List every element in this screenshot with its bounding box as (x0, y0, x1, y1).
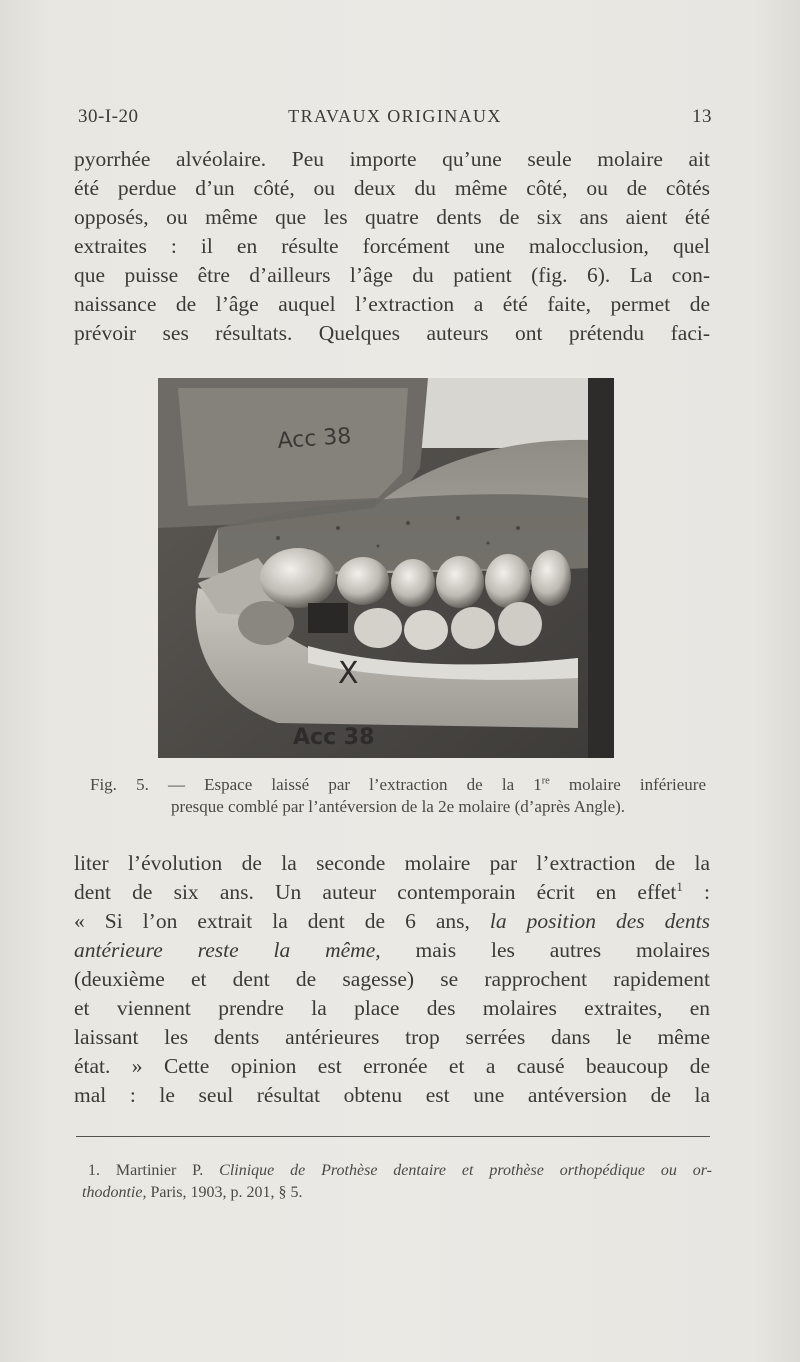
italic-quote: antérieure reste la même, (74, 938, 381, 962)
footnote-text: 1. Martinier P. (88, 1162, 220, 1179)
footnote-text: Paris, 1903, p. 201, § 5. (146, 1184, 303, 1201)
footnote (82, 1160, 712, 1204)
text-line: été perdue d’un côté, ou deux du même côté, ou de côtés (74, 176, 710, 200)
dental-cast-image (158, 378, 614, 758)
caption-line-1 (90, 774, 706, 796)
text-line: état. » Cette opinion est erronée et a causé beaucoup de (74, 1054, 710, 1078)
paragraph-bottom (74, 849, 710, 1110)
lower-cast-label: Acc 38 (293, 725, 375, 750)
upper-cast-label: Acc 38 (276, 423, 353, 454)
text-line: laissant les dents antérieures trop serrées dans le même (74, 1025, 710, 1049)
caption-text: Fig. 5. — Espace laissé par l’extraction de la 1 (90, 775, 542, 794)
text-line: que puisse être d’ailleurs l’âge du patient (fig. 6). La con- (74, 263, 710, 287)
caption-superscript: re (541, 775, 550, 787)
text-line: opposés, ou même que les quatre dents de six ans aient été (74, 205, 710, 229)
cast-label-upper (277, 424, 352, 454)
text-line (74, 907, 710, 936)
text-line: prévoir ses résultats. Quelques auteurs ont prétendu faci- (74, 321, 710, 345)
text-span: mais les autres molaires (380, 938, 710, 962)
text-span: « Si l’on extrait la dent de 6 ans, (74, 909, 490, 933)
footnote-line-1 (82, 1160, 712, 1182)
italic-quote: la position des dents (489, 909, 710, 933)
footnote-line-2 (82, 1182, 712, 1204)
text-line (74, 878, 710, 907)
text-line: mal : le seul résultat obtenu est une antéversion de la (74, 1083, 710, 1107)
dental-cast-photograph (158, 378, 614, 758)
text-line (74, 936, 710, 965)
page-number: 13 (692, 106, 712, 127)
footnote-title: Clinique de Prothèse dentaire et prothèse orthopédique ou or- (219, 1162, 712, 1179)
text-line: et viennent prendre la place des molaires extraites, en (74, 996, 710, 1020)
text-line: (deuxième et dent de sagesse) se rapprochent rapidement (74, 967, 710, 991)
paragraph-top (74, 145, 710, 348)
text-span: dent de six ans. Un auteur contemporain écrit en effet (74, 880, 677, 904)
footnote-title: thodontie, (82, 1184, 147, 1201)
text-line: extraites : il en résulte forcément une malocclusion, quel (74, 234, 710, 258)
header-section-title: TRAVAUX ORIGINAUX (288, 106, 502, 126)
caption-text: molaire inférieure (549, 775, 706, 794)
figure-caption (90, 774, 706, 818)
text-span: : (682, 880, 710, 904)
caption-line-2: presque comblé par l’antéversion de la 2e molaire (d’après Angle). (170, 797, 626, 816)
text-line: pyorrhée alvéolaire. Peu importe qu’une seule molaire ait (74, 147, 710, 171)
running-header (78, 106, 712, 136)
footnote-divider (76, 1136, 710, 1137)
text-line: naissance de l’âge auquel l’extraction a été faite, permet de (74, 292, 710, 316)
footnote-reference[interactable]: 1 (676, 879, 683, 894)
text-line: liter l’évolution de la seconde molaire par l’extraction de la (74, 851, 710, 875)
extraction-mark: X (338, 656, 359, 691)
header-date: 30-I-20 (78, 106, 139, 127)
